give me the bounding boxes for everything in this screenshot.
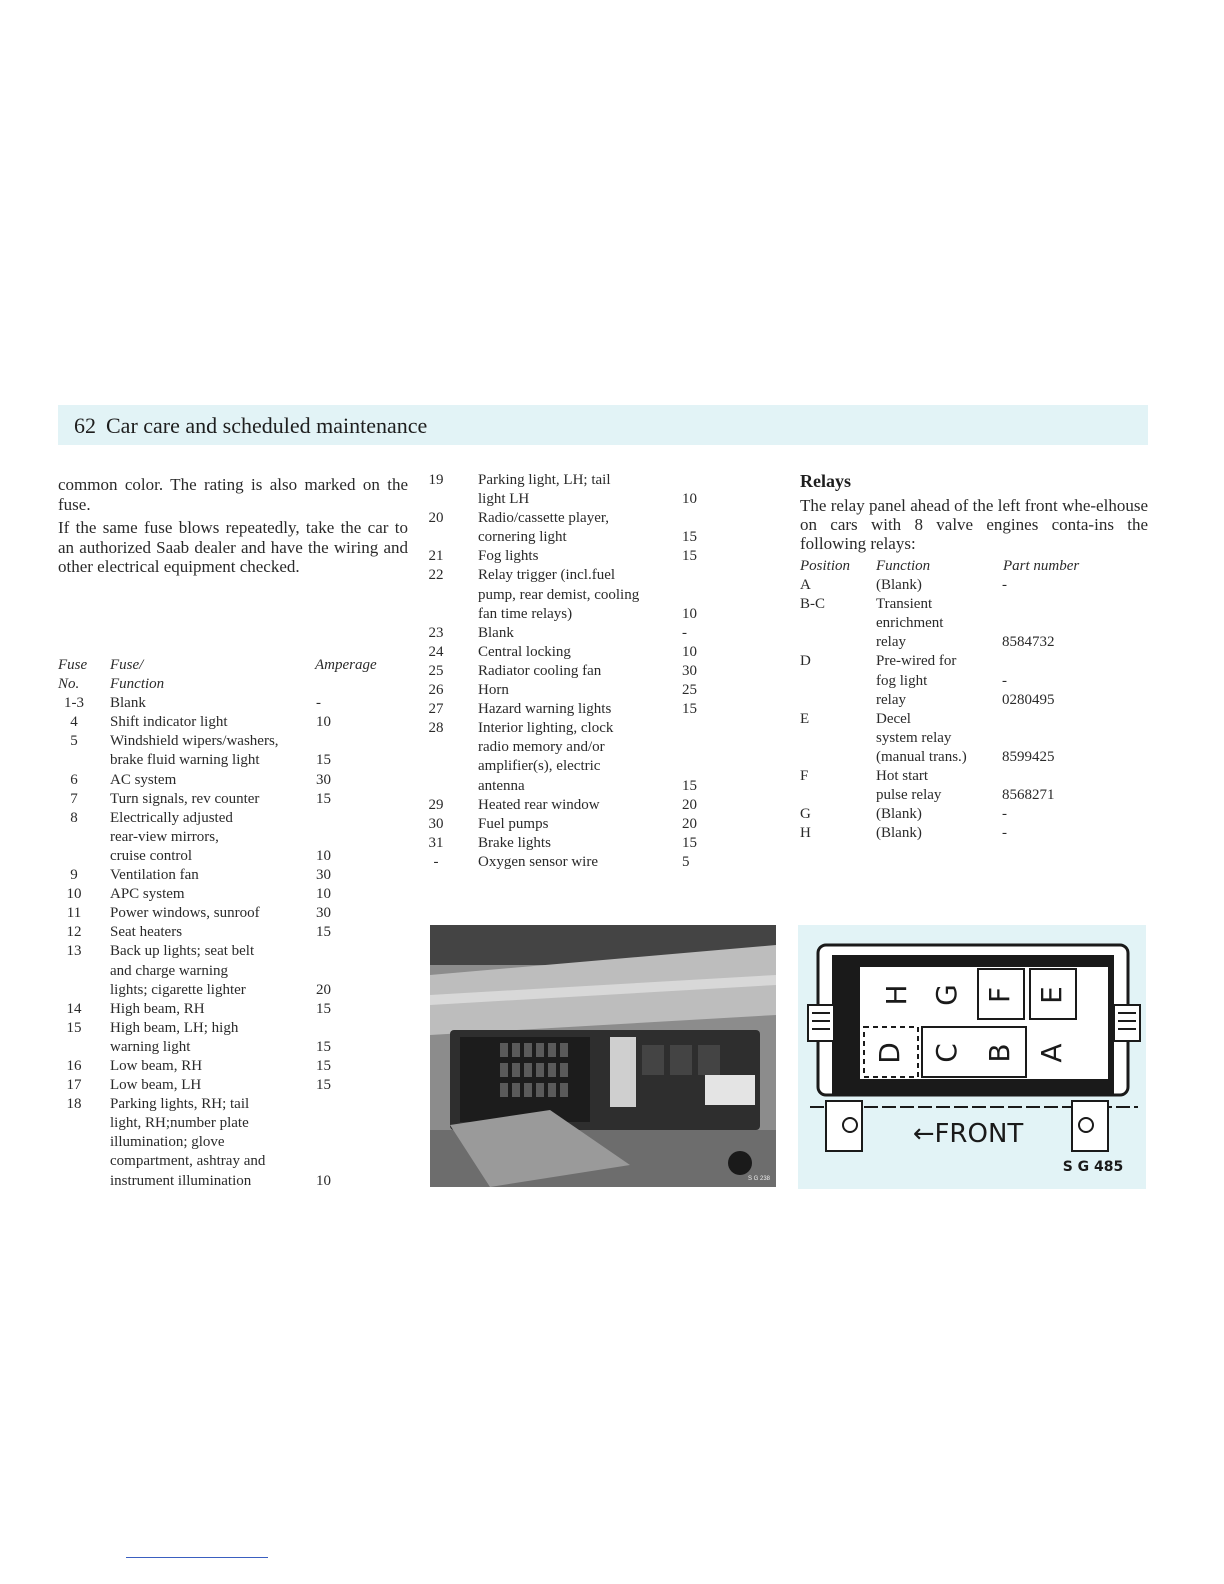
fuse-function: Radiator cooling fan bbox=[478, 662, 602, 679]
fuse-number: 19 bbox=[428, 472, 444, 488]
fuse-function: Parking light, LH; tail bbox=[478, 472, 611, 488]
fuse-function: Heated rear window bbox=[478, 796, 600, 813]
table-row bbox=[58, 1039, 418, 1058]
fuse-function: Blank bbox=[110, 695, 146, 712]
fuse-number: 27 bbox=[428, 701, 444, 718]
fuse-number: 8 bbox=[70, 809, 78, 826]
fuse-number: - bbox=[433, 853, 439, 870]
fuse-number: 15 bbox=[66, 1019, 82, 1036]
table-row bbox=[58, 772, 418, 791]
fuse-amperage: 10 bbox=[682, 605, 697, 622]
table-row bbox=[800, 711, 1148, 730]
fuse-function: AC system bbox=[110, 771, 177, 788]
fuse-amperage: 15 bbox=[316, 1057, 331, 1074]
fuse-table-column-1 bbox=[58, 657, 418, 1192]
fuse-amperage: 15 bbox=[682, 834, 697, 851]
fuse-amperage: 10 bbox=[316, 714, 331, 731]
table-row bbox=[800, 730, 1148, 749]
table-row bbox=[58, 963, 418, 982]
header-amperage: Amperage bbox=[315, 657, 377, 673]
table-row bbox=[58, 733, 418, 752]
fuse-amperage: 15 bbox=[316, 1077, 331, 1094]
table-row bbox=[58, 1020, 418, 1039]
fuse-function: compartment, ashtray and bbox=[110, 1153, 266, 1170]
fuse-number: 14 bbox=[66, 1000, 82, 1017]
fuse-function: Parking lights, RH; tail bbox=[110, 1096, 250, 1113]
table-row bbox=[800, 653, 1148, 672]
fuse-number: 18 bbox=[66, 1096, 82, 1113]
fuse-amperage: 30 bbox=[316, 905, 331, 922]
table-row bbox=[420, 739, 720, 758]
fuse-amperage: 15 bbox=[316, 790, 331, 807]
fuse-number: 13 bbox=[66, 943, 82, 960]
fuse-amperage: 20 bbox=[316, 981, 331, 998]
chapter-title: Car care and scheduled maintenance bbox=[106, 413, 428, 438]
relay-part-number: - bbox=[1002, 825, 1007, 842]
front-label: ←FRONT bbox=[912, 1119, 1024, 1149]
fuse-number: 9 bbox=[70, 867, 78, 884]
relay-label-g: G bbox=[930, 984, 963, 1006]
fuse-function: brake fluid warning light bbox=[110, 752, 260, 769]
fuse-function: APC system bbox=[110, 886, 185, 903]
relay-label-f: F bbox=[983, 986, 1016, 1004]
relay-function: (Blank) bbox=[876, 577, 922, 594]
fuse-number: 20 bbox=[428, 510, 444, 527]
fuse-number: 25 bbox=[428, 662, 444, 679]
fuse-function: and charge warning bbox=[110, 962, 229, 979]
fuse-number: 1-3 bbox=[64, 695, 84, 712]
fuse-function: Interior lighting, clock bbox=[478, 720, 614, 737]
fuse-function: High beam, LH; high bbox=[110, 1019, 239, 1036]
fuse-function: Central locking bbox=[478, 643, 571, 660]
fuse-number: 6 bbox=[70, 771, 78, 788]
fuse-function: Horn bbox=[478, 682, 509, 699]
section-header bbox=[58, 405, 1148, 445]
fuse-function: fan time relays) bbox=[478, 605, 573, 622]
relays-intro: The relay panel ahead of the left front whe-elhouse on cars with 8 valve engines conta-ins the following relays: bbox=[800, 496, 1148, 553]
fuse-amperage: 15 bbox=[316, 1038, 331, 1055]
fuse-number: 23 bbox=[428, 624, 444, 641]
relay-function: system relay bbox=[876, 729, 952, 746]
relay-function: Pre-wired for bbox=[876, 653, 957, 670]
fuse-function: radio memory and/or bbox=[478, 739, 605, 756]
relay-position: D bbox=[800, 653, 811, 670]
fuse-amperage: 30 bbox=[316, 867, 331, 884]
table-row bbox=[58, 1134, 418, 1153]
fuse-function: Windshield wipers/washers, bbox=[110, 733, 279, 750]
header-no: No. bbox=[58, 676, 80, 693]
intro-paragraph-1: common color. The rating is also marked on the fuse. bbox=[58, 475, 408, 514]
relay-function: enrichment bbox=[876, 615, 944, 632]
diagram-code: S G 485 bbox=[1062, 1159, 1124, 1175]
relay-position: A bbox=[800, 577, 811, 594]
table-row bbox=[58, 810, 418, 829]
fuse-function: warning light bbox=[110, 1038, 191, 1055]
fuse-number: 4 bbox=[70, 714, 78, 731]
fuse-function: cruise control bbox=[110, 847, 193, 864]
relay-label-h: H bbox=[880, 984, 913, 1006]
relay-position: B-C bbox=[800, 596, 826, 613]
relay-position: F bbox=[800, 768, 809, 785]
table-row bbox=[58, 905, 418, 924]
table-row bbox=[58, 943, 418, 962]
fuse-amperage: - bbox=[682, 624, 687, 641]
relay-part-number: 8568271 bbox=[1002, 787, 1055, 804]
fuse-function: Fuel pumps bbox=[478, 815, 549, 832]
relay-position: H bbox=[800, 825, 811, 842]
relay-position: E bbox=[800, 710, 810, 727]
fuse-amperage: - bbox=[316, 695, 321, 712]
fuse-function: Ventilation fan bbox=[110, 867, 199, 884]
fuse-amperage: 10 bbox=[682, 643, 697, 660]
relay-function: Decel bbox=[876, 710, 911, 727]
fuse-function: illumination; glove bbox=[110, 1134, 225, 1151]
fuse-function: Low beam, RH bbox=[110, 1057, 203, 1074]
table-row bbox=[420, 758, 720, 777]
table-row bbox=[58, 1153, 418, 1172]
table-row bbox=[800, 615, 1148, 634]
table-row bbox=[800, 806, 1148, 825]
table-row bbox=[420, 510, 720, 529]
fuse-number: 17 bbox=[66, 1077, 82, 1094]
fuse-amperage: 25 bbox=[682, 682, 697, 699]
header-relay-function: Function bbox=[876, 558, 931, 574]
fuse-function: amplifier(s), electric bbox=[478, 758, 601, 775]
fuse-amperage: 15 bbox=[316, 924, 331, 941]
fuse-function: lights; cigarette lighter bbox=[110, 981, 246, 998]
relay-function: Hot start bbox=[876, 768, 929, 785]
relay-label-b: B bbox=[983, 1043, 1016, 1063]
fuse-function: rear-view mirrors, bbox=[110, 828, 219, 845]
table-row bbox=[420, 472, 720, 491]
relay-position: G bbox=[800, 806, 811, 823]
relay-label-a: A bbox=[1035, 1043, 1068, 1063]
relay-part-number: 0280495 bbox=[1002, 691, 1055, 708]
table-row bbox=[58, 1115, 418, 1134]
table-row bbox=[420, 854, 720, 873]
relay-part-number: 8599425 bbox=[1002, 748, 1055, 765]
fuse-number: 30 bbox=[428, 815, 444, 832]
fuse-function: light LH bbox=[478, 491, 530, 508]
relay-function: (Blank) bbox=[876, 806, 922, 823]
relay-part-number: - bbox=[1002, 577, 1007, 594]
fuse-function: Electrically adjusted bbox=[110, 809, 233, 826]
relays-heading: Relays bbox=[800, 471, 851, 491]
table-row bbox=[58, 924, 418, 943]
table-row bbox=[420, 797, 720, 816]
table-row bbox=[420, 587, 720, 606]
table-row bbox=[420, 663, 720, 682]
table-row bbox=[800, 577, 1148, 596]
fuse-amperage: 15 bbox=[316, 752, 331, 769]
header-part-number: Part number bbox=[1003, 558, 1080, 574]
fuse-number: 11 bbox=[66, 905, 82, 922]
table-row bbox=[58, 791, 418, 810]
table-row bbox=[420, 778, 720, 797]
relay-diagram-svg bbox=[798, 925, 1146, 1189]
fuse-amperage: 10 bbox=[316, 886, 331, 903]
table-row bbox=[420, 682, 720, 701]
relay-label-d: D bbox=[873, 1042, 906, 1064]
relay-table bbox=[800, 558, 1148, 844]
fuse-function: Relay trigger (incl.fuel bbox=[478, 567, 616, 584]
fuse-number: 31 bbox=[428, 834, 444, 851]
fuse-amperage: 15 bbox=[682, 777, 697, 794]
fuse-amperage: 20 bbox=[682, 815, 697, 832]
table-row bbox=[58, 752, 418, 771]
fuse-function: Oxygen sensor wire bbox=[478, 853, 598, 870]
table-row bbox=[800, 749, 1148, 768]
fuse-function: antenna bbox=[478, 777, 525, 794]
table-row bbox=[420, 701, 720, 720]
table-row bbox=[58, 886, 418, 905]
fuse-function: pump, rear demist, cooling bbox=[478, 586, 640, 603]
relay-part-number: 8584732 bbox=[1002, 634, 1055, 651]
fuse-function: Power windows, sunroof bbox=[110, 905, 260, 922]
page-title bbox=[74, 413, 427, 439]
fuse-function: instrument illumination bbox=[110, 1172, 252, 1189]
footer-rule bbox=[126, 1557, 268, 1558]
fuse-function: Hazard warning lights bbox=[478, 701, 612, 718]
table-row bbox=[420, 529, 720, 548]
page-number: 62 bbox=[74, 413, 96, 438]
table-row bbox=[800, 692, 1148, 711]
fuse-function: cornering light bbox=[478, 529, 567, 546]
table-row bbox=[800, 768, 1148, 787]
fuse-function: Blank bbox=[478, 624, 514, 641]
table-row bbox=[420, 606, 720, 625]
fuse-function: Turn signals, rev counter bbox=[110, 790, 260, 807]
relay-function: fog light bbox=[876, 672, 928, 689]
fuse-amperage: 10 bbox=[316, 847, 331, 864]
fuse-function: Fog lights bbox=[478, 548, 539, 565]
fuse-number: 5 bbox=[70, 733, 78, 750]
relay-part-number: - bbox=[1002, 672, 1007, 689]
fuse-amperage: 15 bbox=[316, 1000, 331, 1017]
relay-function: Transient bbox=[876, 596, 933, 613]
header-function: Function bbox=[110, 676, 165, 693]
table-row bbox=[58, 1001, 418, 1020]
table-row bbox=[420, 720, 720, 739]
fuse-amperage: 15 bbox=[682, 529, 697, 546]
relay-function: relay bbox=[876, 691, 906, 708]
table-row bbox=[58, 848, 418, 867]
fuse-number: 29 bbox=[428, 796, 444, 813]
fuse-function: Brake lights bbox=[478, 834, 551, 851]
table-row bbox=[800, 673, 1148, 692]
fuse-function: Low beam, LH bbox=[110, 1077, 202, 1094]
relay-label-e: E bbox=[1035, 986, 1068, 1004]
header-fuse: Fuse bbox=[58, 657, 88, 673]
table-row bbox=[800, 596, 1148, 615]
fuse-number: 28 bbox=[428, 720, 444, 737]
fuse-number: 16 bbox=[66, 1057, 82, 1074]
header-fuse-function: Fuse/ bbox=[110, 657, 144, 673]
fuse-amperage: 30 bbox=[316, 771, 331, 788]
relay-function: relay bbox=[876, 634, 906, 651]
fuse-function: Seat heaters bbox=[110, 924, 183, 941]
fuse-table-header-row-2 bbox=[58, 676, 418, 695]
table-row bbox=[800, 825, 1148, 844]
fuse-number: 24 bbox=[428, 643, 444, 660]
table-row bbox=[58, 1096, 418, 1115]
fuse-amperage: 15 bbox=[682, 701, 697, 718]
fuse-table-header-row-1 bbox=[58, 657, 418, 676]
fuse-function: Back up lights; seat belt bbox=[110, 943, 255, 960]
table-row bbox=[58, 867, 418, 886]
relay-label-c: C bbox=[930, 1043, 963, 1063]
table-row bbox=[420, 567, 720, 586]
fuse-amperage: 10 bbox=[316, 1172, 331, 1189]
relay-part-number: - bbox=[1002, 806, 1007, 823]
table-row bbox=[58, 829, 418, 848]
fuse-box-photo bbox=[430, 925, 776, 1187]
fuse-amperage: 30 bbox=[682, 662, 697, 679]
relay-function: pulse relay bbox=[876, 787, 942, 804]
fuse-number: 12 bbox=[66, 924, 82, 941]
table-row bbox=[58, 982, 418, 1001]
relay-function: (manual trans.) bbox=[876, 748, 967, 765]
fuse-amperage: 15 bbox=[682, 548, 697, 565]
table-row bbox=[420, 816, 720, 835]
fuse-number: 21 bbox=[428, 548, 444, 565]
fuse-number: 22 bbox=[428, 567, 444, 584]
table-row bbox=[58, 1058, 418, 1077]
fuse-number: 7 bbox=[70, 790, 78, 807]
fuse-amperage: 20 bbox=[682, 796, 697, 813]
intro-paragraph-2: If the same fuse blows repeatedly, take the car to an authorized Saab dealer and have the wiring and other electrical equipment checked. bbox=[58, 518, 408, 576]
fuse-number: 26 bbox=[428, 682, 444, 699]
fuse-amperage: 5 bbox=[682, 853, 690, 870]
fuse-function: Shift indicator light bbox=[110, 714, 228, 731]
header-position: Position bbox=[800, 558, 851, 574]
table-row bbox=[58, 1077, 418, 1096]
fuse-function: Radio/cassette player, bbox=[478, 510, 610, 527]
table-row bbox=[420, 644, 720, 663]
relay-panel-diagram bbox=[798, 925, 1146, 1189]
table-row bbox=[800, 787, 1148, 806]
photo-code: S G 238 bbox=[748, 1176, 771, 1182]
relay-function: (Blank) bbox=[876, 825, 922, 842]
table-row bbox=[420, 625, 720, 644]
fuse-number: 10 bbox=[66, 886, 82, 903]
table-row bbox=[58, 714, 418, 733]
table-row bbox=[420, 835, 720, 854]
relay-table-header bbox=[800, 558, 1148, 577]
table-row bbox=[58, 695, 418, 714]
fuse-function: High beam, RH bbox=[110, 1000, 205, 1017]
fuse-table-column-2 bbox=[420, 472, 720, 873]
table-row bbox=[58, 1173, 418, 1192]
fuse-function: light, RH;number plate bbox=[110, 1115, 249, 1132]
table-row bbox=[420, 491, 720, 510]
fuse-amperage: 10 bbox=[682, 491, 697, 508]
table-row bbox=[800, 634, 1148, 653]
table-row bbox=[420, 548, 720, 567]
